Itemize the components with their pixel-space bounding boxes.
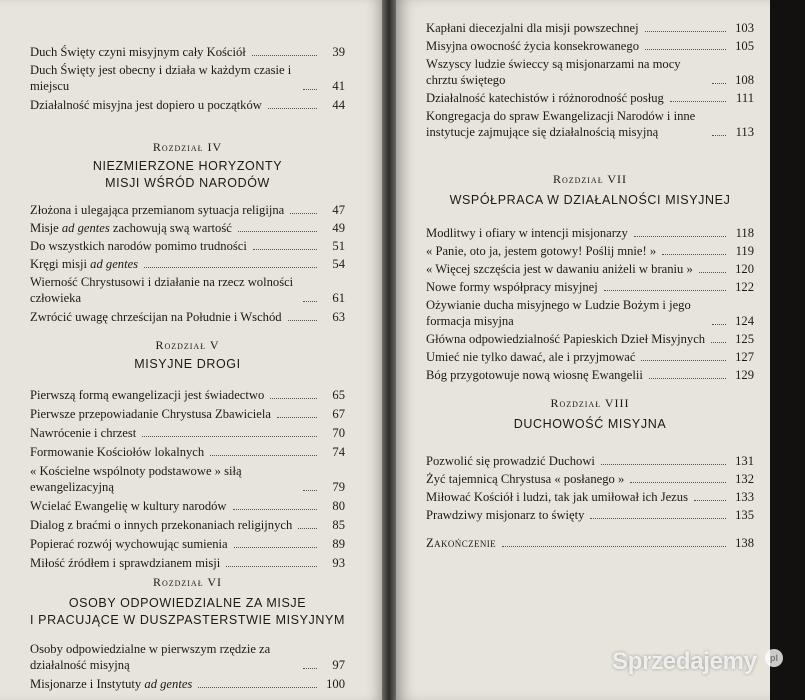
toc-entry: Duch Święty czyni misyjnym cały Kościół 39 [30, 45, 345, 59]
chapter-title: DUCHOWOŚĆ MISYJNA [513, 417, 667, 431]
background-edge [770, 0, 805, 700]
chapter-label: Rozdział V [155, 338, 220, 352]
toc-entry: Kręgi misji ad gentes 54 [30, 257, 345, 271]
toc-entry: Miłość źródłem i sprawdzianem misji 93 [30, 556, 345, 570]
right-page [396, 0, 770, 700]
toc-entry: Bóg przygotowuje nową wiosnę Ewangelii 129 [426, 368, 754, 382]
toc-entry: Pierwszą formą ewangelizacji jest świadectwo 65 [30, 388, 345, 402]
left-page [0, 0, 382, 700]
chapter-title: NIEZMIERZONE HORYZONTY [92, 159, 283, 173]
toc-entry: Ożywianie ducha misyjnego w Ludzie Bożym i jego formacja misyjna 124 [426, 298, 754, 328]
toc-entry: Zwrócić uwagę chrześcijan na Południe i Wschód 63 [30, 310, 345, 324]
chapter-title: MISYJNE DROGI [134, 357, 241, 371]
toc-entry: Miłować Kościół i ludzi, tak jak umiłował ich Jezus 133 [426, 490, 754, 504]
chapter-label: Rozdział VI [152, 575, 223, 589]
watermark-logo: Sprzedajemy [612, 648, 757, 675]
chapter-title: WSPÓŁPRACA W DZIAŁALNOŚCI MISYJNEJ [449, 193, 731, 207]
chapter-title: MISJI WŚRÓD NARODÓW [105, 176, 270, 190]
toc-entry: Misje ad gentes zachowują swą wartość 49 [30, 221, 345, 235]
toc-entry: Nowe formy współpracy misyjnej 122 [426, 280, 754, 294]
toc-entry: Działalność misyjna jest dopiero u początków 44 [30, 98, 345, 112]
chapter-6 [30, 575, 345, 692]
toc-entry: Nawrócenie i chrzest 70 [30, 426, 345, 440]
toc-entry: Osoby odpowiedzialne w pierwszym rzędzie za działalność misyjną 97 [30, 642, 345, 672]
toc-entry: Kapłani diecezjalni dla misji powszechnej 103 [426, 21, 754, 35]
toc-entry: Umieć nie tylko dawać, ale i przyjmować 127 [426, 350, 754, 364]
chapter-4 [30, 140, 345, 325]
toc-entry: Złożona i ulegająca przemianom sytuacja religijna 47 [30, 203, 345, 217]
toc-entry: Prawdziwy misjonarz to święty 135 [426, 508, 754, 522]
toc-entry: Duch Święty jest obecny i działa w każdym czasie i miejscu 41 [30, 63, 345, 93]
toc-entry: « Więcej szczęścia jest w dawaniu aniżeli w braniu » 120 [426, 262, 754, 276]
left-top-entries [30, 44, 345, 113]
toc-entry: Działalność katechistów i różnorodność posług 111 [426, 91, 754, 105]
toc-entry: Modlitwy i ofiary w intencji misjonarzy 118 [426, 226, 754, 240]
chapter-5 [30, 338, 345, 571]
toc-entry: Wszyscy ludzie świeccy są misjonarzami na mocy chrztu świętego 108 [426, 57, 754, 87]
toc-entry: Wierność Chrystusowi i działanie na rzecz wolności człowieka 61 [30, 275, 345, 305]
toc-entry: « Panie, oto ja, jestem gotowy! Poślij mnie! » 119 [426, 244, 754, 258]
book-gutter [382, 0, 396, 700]
chapter-title: I PRACUJĄCE W DUSZPASTERSTWIE MISYJNYM [30, 613, 345, 627]
chapter-label: Rozdział VIII [550, 396, 630, 410]
toc-entry: Żyć tajemnicą Chrystusa « posłanego » 132 [426, 472, 754, 486]
toc-entry-conclusion: Zakończenie 138 [426, 536, 754, 550]
chapter-7 [426, 172, 754, 383]
toc-entry: Pozwolić się prowadzić Duchowi 131 [426, 454, 754, 468]
chapter-label: Rozdział VII [552, 172, 628, 186]
toc-entry: Misjonarze i Instytuty ad gentes 100 [30, 677, 345, 691]
chapter-8 [426, 396, 754, 551]
toc-entry: Do wszystkich narodów pomimo trudności 51 [30, 239, 345, 253]
toc-entry: « Kościelne wspólnoty podstawowe » siłą ewangelizacyjną 79 [30, 464, 345, 494]
chapter-title: OSOBY ODPOWIEDZIALNE ZA MISJE [68, 596, 307, 610]
right-top-entries [426, 20, 754, 140]
toc-entry: Główna odpowiedzialność Papieskich Dzieł Misyjnych 125 [426, 332, 754, 346]
toc-entry: Misyjna owocność życia konsekrowanego 105 [426, 39, 754, 53]
watermark-badge: pl [765, 649, 783, 667]
chapter-label: Rozdział IV [152, 140, 223, 154]
toc-entry: Popierać rozwój wychowując sumienia 89 [30, 537, 345, 551]
toc-entry: Formowanie Kościołów lokalnych 74 [30, 445, 345, 459]
toc-entry: Dialog z braćmi o innych przekonaniach religijnych 85 [30, 518, 345, 532]
toc-entry: Kongregacja do spraw Ewangelizacji Narodów i inne instytucje zajmujące się działalnością misyjną 113 [426, 109, 754, 139]
toc-entry: Wcielać Ewangelię w kultury narodów 80 [30, 499, 345, 513]
toc-entry: Pierwsze przepowiadanie Chrystusa Zbawiciela 67 [30, 407, 345, 421]
